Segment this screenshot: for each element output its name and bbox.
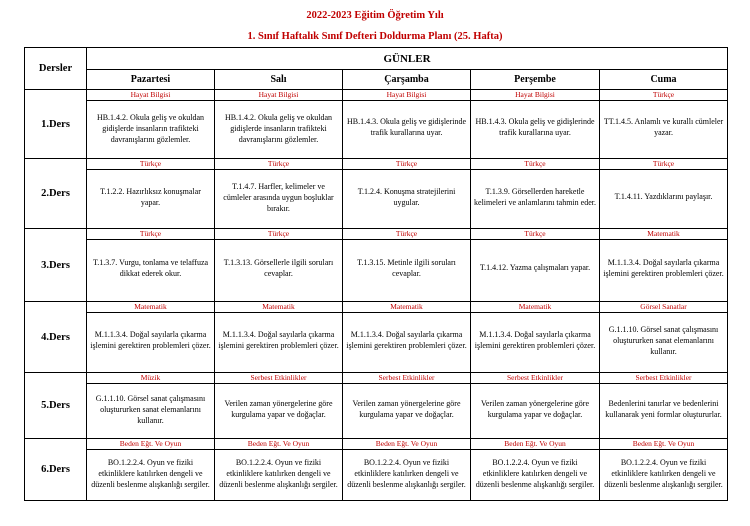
subject-label: Matematik xyxy=(343,302,470,313)
objective-text: T.1.3.7. Vurgu, tonlama ve telaffuza dikkat ederek okur. xyxy=(92,258,209,278)
lesson-cell xyxy=(215,90,343,159)
objective-text: HB.1.4.3. Okula geliş ve gidişlerinde trafik kurallarına uyar. xyxy=(346,117,467,137)
lesson-cell xyxy=(215,302,343,373)
objective-text: T.1.2.4. Konuşma stratejilerini uygular. xyxy=(357,187,456,207)
lesson-cell xyxy=(343,159,471,229)
lesson-row xyxy=(25,439,728,501)
lesson-row xyxy=(25,159,728,229)
subject-label: Beden Eğt. Ve Oyun xyxy=(215,439,342,450)
lesson-cell xyxy=(471,373,600,439)
subject-label: Hayat Bilgisi xyxy=(87,90,214,101)
objective-text: HB.1.4.2. Okula geliş ve okuldan gidişlerde insanların trafikteki davranışlarını gözlemler. xyxy=(96,113,205,144)
subject-label: Matematik xyxy=(215,302,342,313)
lesson-cell xyxy=(87,302,215,373)
lesson-cell xyxy=(343,90,471,159)
subject-label: Matematik xyxy=(87,302,214,313)
day-header-thursday: Perşembe xyxy=(471,70,600,90)
objective-text: T.1.3.15. Metinle ilgili soruları cevaplar. xyxy=(357,258,456,278)
objective-text: T.1.4.12. Yazma çalışmaları yapar. xyxy=(479,263,591,272)
lesson-cell xyxy=(343,302,471,373)
objective-text: T.1.3.9. Görsellerden hareketle kelimeleri ve anlamlarını tahmin eder. xyxy=(474,187,596,207)
subject-label: Türkçe xyxy=(600,159,727,170)
page-title: 2022-2023 Eğitim Öğretim Yılı xyxy=(306,10,444,21)
lesson-cell xyxy=(87,90,215,159)
objective-text: G.1.1.10. Görsel sanat çalışmasını oluştururken sanat elemanlarını kullanır. xyxy=(608,325,719,356)
subject-label: Beden Eğt. Ve Oyun xyxy=(343,439,470,450)
day-header-friday: Cuma xyxy=(600,70,728,90)
subject-label: Türkçe xyxy=(600,90,727,101)
subject-label: Serbest Etkinlikler xyxy=(215,373,342,384)
objective-text: BO.1.2.2.4. Oyun ve fiziki etkinliklere katılırken dengeli ve düzenli beslenme alışkanlığı sergiler. xyxy=(604,458,723,489)
lesson-cell xyxy=(600,229,728,302)
lesson-cell xyxy=(600,159,728,229)
lesson-cell xyxy=(87,159,215,229)
lesson-cell xyxy=(471,439,600,501)
lesson-cell xyxy=(600,90,728,159)
day-header-monday: Pazartesi xyxy=(87,70,215,90)
day-header-wednesday: Çarşamba xyxy=(343,70,471,90)
lesson-cell xyxy=(343,229,471,302)
objective-text: M.1.1.3.4. Doğal sayılarla çıkarma işlemini gerektiren problemleri çözer. xyxy=(474,330,596,350)
dersler-header: Dersler xyxy=(25,48,87,90)
lesson-cell xyxy=(600,439,728,501)
subject-label: Matematik xyxy=(600,229,727,240)
subject-label: Türkçe xyxy=(87,229,214,240)
lesson-cell xyxy=(215,439,343,501)
subject-label: Türkçe xyxy=(471,159,599,170)
objective-text: M.1.1.3.4. Doğal sayılarla çıkarma işlemini gerektiren problemleri çözer. xyxy=(603,258,724,278)
subject-label: Görsel Sanatlar xyxy=(600,302,727,313)
subject-label: Beden Eğt. Ve Oyun xyxy=(471,439,599,450)
lesson-row xyxy=(25,373,728,439)
lesson-label: 6.Ders xyxy=(25,439,87,501)
objective-text: Verilen zaman yönergelerine göre kurgulama yapar ve doğaçlar. xyxy=(352,399,461,419)
lesson-cell xyxy=(600,302,728,373)
lesson-cell xyxy=(215,159,343,229)
subject-label: Matematik xyxy=(471,302,599,313)
subject-label: Türkçe xyxy=(471,229,599,240)
objective-text: BO.1.2.2.4. Oyun ve fiziki etkinliklere katılırken dengeli ve düzenli beslenme alışkanlığı sergiler. xyxy=(475,458,595,489)
objective-text: Bedenlerini tanırlar ve bedenlerini kullanarak yeni formlar oluştururlar. xyxy=(605,399,722,419)
lesson-cell xyxy=(343,373,471,439)
objective-text: HB.1.4.2. Okula geliş ve okuldan gidişlerde insanların trafikteki davranışlarını gözlemler. xyxy=(224,113,333,144)
subject-label: Türkçe xyxy=(87,159,214,170)
lesson-cell xyxy=(471,229,600,302)
objective-text: G.1.1.10. Görsel sanat çalışmasını oluştururken sanat elemanlarını kullanır. xyxy=(95,394,206,425)
subject-label: Beden Eğt. Ve Oyun xyxy=(600,439,727,450)
subject-label: Hayat Bilgisi xyxy=(215,90,342,101)
subject-label: Türkçe xyxy=(343,159,470,170)
lesson-label: 4.Ders xyxy=(25,302,87,373)
objective-text: T.1.4.7. Harfler, kelimeler ve cümleler arasında uygun boşluklar bırakır. xyxy=(223,182,334,213)
lesson-cell xyxy=(215,373,343,439)
subject-label: Serbest Etkinlikler xyxy=(471,373,599,384)
objective-text: M.1.1.3.4. Doğal sayılarla çıkarma işlemini gerektiren problemleri çözer. xyxy=(90,330,211,350)
lesson-cell xyxy=(471,90,600,159)
objective-text: BO.1.2.2.4. Oyun ve fiziki etkinliklere katılırken dengeli ve düzenli beslenme alışkanlığı sergiler. xyxy=(91,458,210,489)
objective-text: BO.1.2.2.4. Oyun ve fiziki etkinliklere katılırken dengeli ve düzenli beslenme alışkanlığı sergiler. xyxy=(347,458,466,489)
objective-text: BO.1.2.2.4. Oyun ve fiziki etkinliklere katılırken dengeli ve düzenli beslenme alışkanlığı sergiler. xyxy=(219,458,338,489)
objective-text: Verilen zaman yönergelerine göre kurgulama yapar ve doğaçlar. xyxy=(480,399,590,419)
objective-text: Verilen zaman yönergelerine göre kurgulama yapar ve doğaçlar. xyxy=(224,399,333,419)
subject-label: Serbest Etkinlikler xyxy=(343,373,470,384)
subject-label: Türkçe xyxy=(215,159,342,170)
lesson-row xyxy=(25,90,728,159)
gunler-header: GÜNLER xyxy=(87,48,728,70)
lesson-cell xyxy=(471,159,600,229)
lesson-row xyxy=(25,302,728,373)
lesson-cell xyxy=(87,373,215,439)
objective-text: TT.1.4.5. Anlamlı ve kurallı cümleler yazar. xyxy=(603,117,724,137)
subject-label: Türkçe xyxy=(343,229,470,240)
schedule-table xyxy=(24,47,728,501)
subject-label: Hayat Bilgisi xyxy=(471,90,599,101)
lesson-label: 2.Ders xyxy=(25,159,87,229)
objective-text: T.1.4.11. Yazdıklarını paylaşır. xyxy=(614,192,713,201)
subject-label: Türkçe xyxy=(215,229,342,240)
subject-label: Serbest Etkinlikler xyxy=(600,373,727,384)
lesson-label: 1.Ders xyxy=(25,90,87,159)
subject-label: Beden Eğt. Ve Oyun xyxy=(87,439,214,450)
lesson-row xyxy=(25,229,728,302)
page-subtitle: 1. Sınıf Haftalık Sınıf Defteri Doldurma Planı (25. Hafta) xyxy=(247,31,503,42)
objective-text: M.1.1.3.4. Doğal sayılarla çıkarma işlemini gerektiren problemleri çözer. xyxy=(218,330,339,350)
lesson-cell xyxy=(87,229,215,302)
subject-label: Hayat Bilgisi xyxy=(343,90,470,101)
lesson-cell xyxy=(600,373,728,439)
objective-text: HB.1.4.3. Okula geliş ve gidişlerinde trafik kurallarına uyar. xyxy=(475,117,595,137)
lesson-cell xyxy=(343,439,471,501)
lesson-label: 3.Ders xyxy=(25,229,87,302)
objective-text: M.1.1.3.4. Doğal sayılarla çıkarma işlemini gerektiren problemleri çözer. xyxy=(346,330,467,350)
lesson-cell xyxy=(471,302,600,373)
objective-text: T.1.3.13. Görsellerle ilgili soruları cevaplar. xyxy=(223,258,334,278)
day-header-tuesday: Salı xyxy=(215,70,343,90)
lesson-cell xyxy=(87,439,215,501)
subject-label: Müzik xyxy=(87,373,214,384)
lesson-cell xyxy=(215,229,343,302)
objective-text: T.1.2.2. Hazırlıksız konuşmalar yapar. xyxy=(100,187,201,207)
lesson-label: 5.Ders xyxy=(25,373,87,439)
